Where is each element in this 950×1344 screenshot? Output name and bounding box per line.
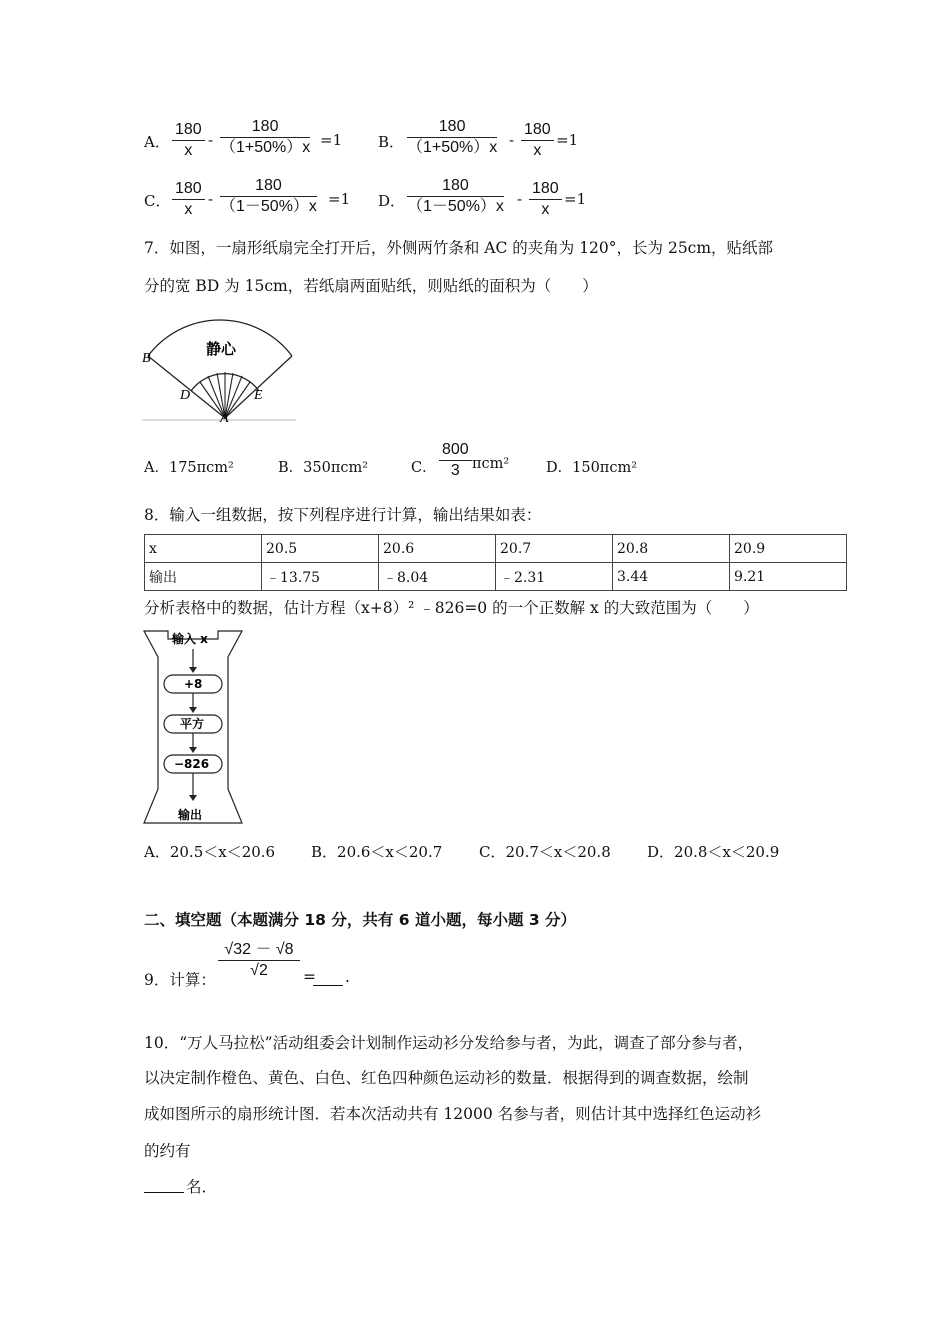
q10-line1: 10．“万人马拉松”活动组委会计划制作运动衫分发给参与者，为此，调查了部分参与者，: [144, 1034, 754, 1052]
section-title: 二、填空题（本题满分 18 分，共有 6 道小题，每小题 3 分）: [144, 911, 577, 929]
flowchart-figure: [142, 627, 244, 827]
table-cell: 20.7: [496, 535, 613, 563]
point-d-label: D: [180, 388, 191, 403]
q8-stem-line2: 分析表格中的数据，估计方程（x+8）² ﹣826=0 的一个正数解 x 的大致范围为（ ）: [144, 599, 759, 617]
q8-stem-line1: 8．输入一组数据，按下列程序进行计算，输出结果如表：: [144, 506, 542, 524]
flow-input-label: 输入 x: [172, 632, 208, 646]
q9-equals: =: [303, 968, 316, 986]
table-cell: 9.21: [730, 563, 847, 591]
table-cell: x: [145, 535, 262, 563]
table-cell: ﹣2.31: [496, 563, 613, 591]
table-cell: 输出: [145, 563, 262, 591]
q10-line4: 的约有: [144, 1142, 191, 1160]
q7-option-c-unit: πcm²: [472, 456, 510, 472]
flow-arrowhead: [189, 707, 197, 713]
point-e-label: E: [254, 388, 263, 403]
q10-line3: 成如图所示的扇形统计图．若本次活动共有 12000 名参与者，则估计其中选择红色运动衫: [144, 1105, 762, 1123]
table-cell: 20.8: [613, 535, 730, 563]
svg-text:平方: 平方: [180, 717, 205, 731]
point-b-label: B: [142, 351, 151, 366]
q8-option-b: B．20.6＜x＜20.7: [311, 843, 443, 861]
point-a-label: A: [220, 411, 229, 424]
q7-option-d: D．150πcm²: [546, 460, 638, 476]
table-cell: 20.6: [379, 535, 496, 563]
q10-line5: 名．: [186, 1178, 218, 1196]
q9-period: .: [345, 968, 350, 986]
fraction: $\frac{180}{(1-50\%)x}$: [220, 177, 317, 215]
q9-label: 9．计算：: [144, 971, 216, 989]
q8-data-table: [144, 534, 847, 591]
fraction: $\frac{180}{(1+50\%)x}$: [407, 118, 498, 156]
q7-stem-line2: 分的宽 BD 为 15cm，若纸扇两面贴纸，则贴纸的面积为（ ）: [144, 277, 598, 295]
table-cell: ﹣8.04: [379, 563, 496, 591]
fan-figure: [142, 312, 296, 424]
q10-line2: 以决定制作橙色、黄色、白色、红色四种颜色运动衫的数量．根据得到的调查数据，绘制: [144, 1069, 749, 1087]
fraction: $\frac{180}{x}$: [529, 179, 562, 220]
fan-edge-left: [148, 356, 225, 418]
flow-arrowhead: [189, 667, 197, 673]
q7-option-c-fraction: $\frac{800}{3}$: [439, 440, 472, 481]
svg-text:−826: −826: [174, 757, 210, 771]
q8-option-c: C．20.7＜x＜20.8: [479, 843, 611, 861]
table-cell: 20.5: [262, 535, 379, 563]
q8-option-d: D．20.8＜x＜20.9: [647, 843, 780, 861]
table-row: [145, 535, 847, 563]
table-cell: 3.44: [613, 563, 730, 591]
fan-edge-right: [225, 356, 292, 418]
flow-output-label: 输出: [178, 808, 203, 822]
fraction: $\frac{180}{x}$: [521, 120, 554, 161]
fraction: $\frac{180}{(1-50\%)x}$: [407, 177, 504, 215]
fraction: $\frac{180}{x}$: [172, 120, 205, 161]
fraction: $\frac{180}{(1+50\%)x}$: [220, 118, 311, 156]
option-label: A．: [144, 133, 170, 151]
q9-answer-blank[interactable]: [313, 970, 343, 986]
q7-stem-line1: 7．如图，一扇形纸扇完全打开后，外侧两竹条和 AC 的夹角为 120°，长为 25cm，贴纸部: [144, 239, 774, 257]
table-cell: 20.9: [730, 535, 847, 563]
table-cell: ﹣13.75: [262, 563, 379, 591]
q8-option-a: A．20.5＜x＜20.6: [144, 843, 276, 861]
q7-option-c-label: C．: [411, 460, 437, 476]
q7-option-a: A．175πcm²: [144, 460, 234, 476]
q10-answer-blank[interactable]: [144, 1177, 184, 1193]
option-label: D．: [378, 192, 406, 210]
q7-option-b: B．350πcm²: [278, 460, 369, 476]
svg-text:+8: +8: [184, 677, 203, 691]
table-row: [145, 563, 847, 591]
flow-arrowhead: [189, 747, 197, 753]
flow-arrowhead: [189, 795, 197, 801]
fraction: $\frac{180}{x}$: [172, 179, 205, 220]
fan-text: 静心: [206, 340, 237, 358]
q9-fraction: $\frac{√32 - √8}{√2}$: [218, 940, 300, 981]
option-label: B．: [378, 133, 405, 151]
option-label: C．: [144, 192, 171, 210]
